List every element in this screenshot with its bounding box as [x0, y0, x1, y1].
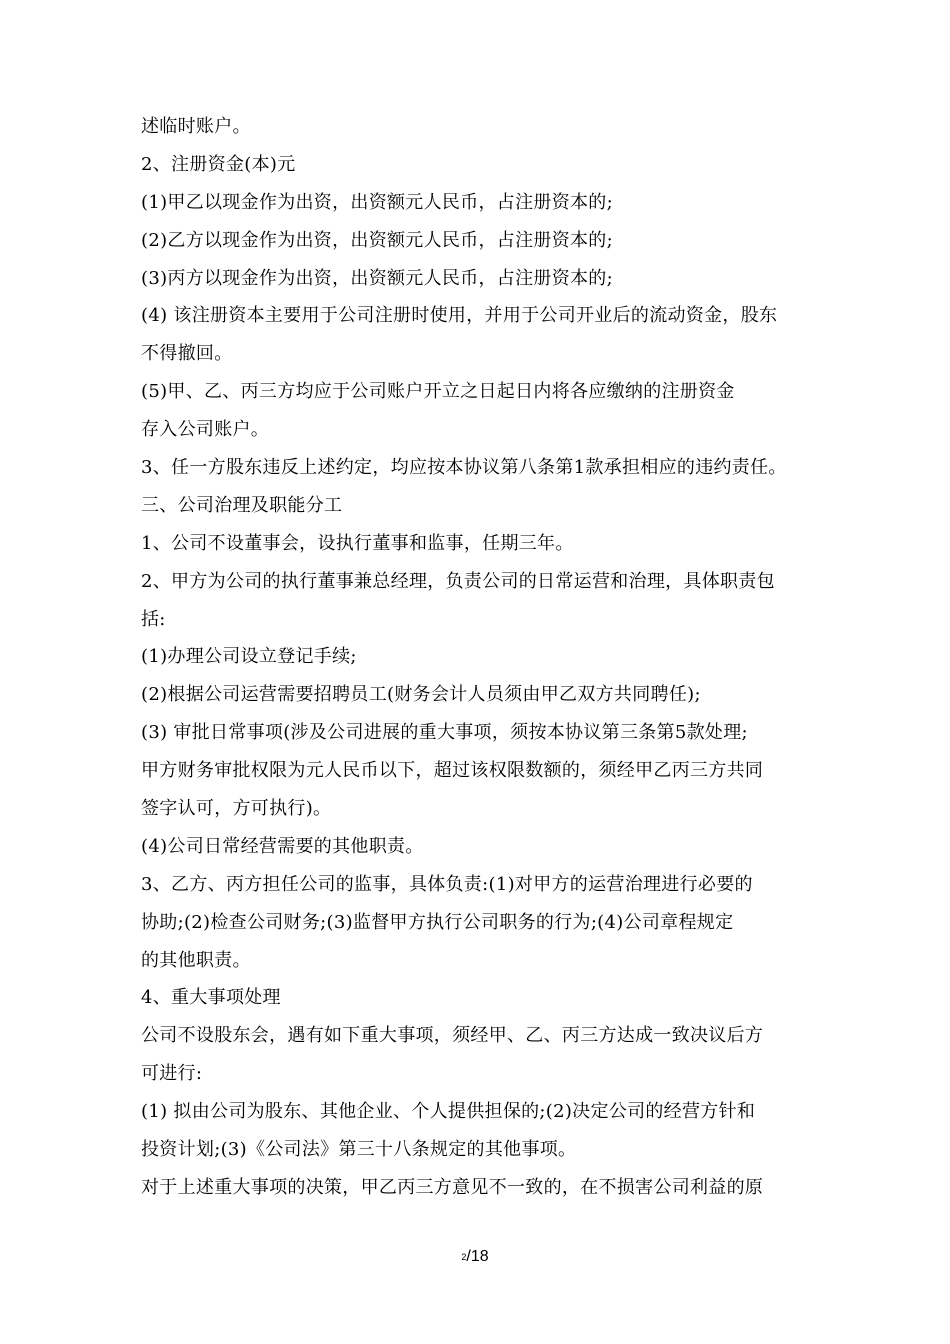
text-line: (2)乙方以现金作为出资，出资额元人民币，占注册资本的;	[141, 229, 613, 251]
text-line: (1)甲乙以现金作为出资，出资额元人民币，占注册资本的;	[141, 191, 613, 213]
current-page-number: 2	[461, 1252, 467, 1262]
text-line: 投资计划;(3)《公司法》第三十八条规定的其他事项。	[141, 1139, 577, 1161]
text-line: 4、重大事项处理	[141, 987, 281, 1009]
text-line: 2、甲方为公司的执行董事兼总经理，负责公司的日常运营和治理，具体职责包	[141, 570, 775, 592]
text-line: 2、注册资金(本)元	[141, 153, 296, 175]
text-line: (5)甲、乙、丙三方均应于公司账户开立之日起日内将各应缴纳的注册资金	[141, 381, 735, 403]
text-line: 3、乙方、丙方担任公司的监事，具体负责:(1)对甲方的运营治理进行必要的	[141, 873, 753, 895]
text-line: (4) 该注册资本主要用于公司注册时使用，并用于公司开业后的流动资金，股东	[141, 305, 778, 327]
text-line: 存入公司账户。	[141, 419, 270, 441]
text-line: (3) 审批日常事项(涉及公司进展的重大事项，须按本协议第三条第5款处理;	[141, 722, 748, 744]
text-line: (3)丙方以现金作为出资，出资额元人民币，占注册资本的;	[141, 267, 613, 289]
text-line: 不得撤回。	[141, 343, 233, 365]
text-line: 括:	[141, 608, 166, 630]
text-line: (2)根据公司运营需要招聘员工(财务会计人员须由甲乙双方共同聘任);	[141, 684, 701, 706]
text-line: 三、公司治理及职能分工	[141, 494, 343, 516]
text-line: 的其他职责。	[141, 949, 251, 971]
text-line: 可进行:	[141, 1063, 203, 1085]
page-number	[0, 1248, 950, 1266]
text-line: 对于上述重大事项的决策，甲乙丙三方意见不一致的，在不损害公司利益的原	[141, 1176, 764, 1198]
text-line: (1) 拟由公司为股东、其他企业、个人提供担保的;(2)决定公司的经营方针和	[141, 1101, 756, 1123]
total-pages: /18	[466, 1248, 489, 1265]
text-line: 签字认可，方可执行)。	[141, 798, 332, 820]
text-line: 3、任一方股东违反上述约定，均应按本协议第八条第1款承担相应的违约责任。	[141, 457, 787, 479]
text-line: 公司不设股东会，遇有如下重大事项，须经甲、乙、丙三方达成一致决议后方	[141, 1025, 764, 1047]
text-line: 甲方财务审批权限为元人民币以下，超过该权限数额的，须经甲乙丙三方共同	[141, 760, 764, 782]
text-line: (4)公司日常经营需要的其他职责。	[141, 835, 424, 857]
text-line: (1)办理公司设立登记手续;	[141, 646, 357, 668]
text-line: 1、公司不设董事会，设执行董事和监事，任期三年。	[141, 532, 574, 554]
text-line: 协助;(2)检查公司财务;(3)监督甲方执行公司职务的行为;(4)公司章程规定	[141, 911, 734, 933]
document-body	[141, 108, 821, 1207]
text-line: 述临时账户。	[141, 116, 251, 137]
